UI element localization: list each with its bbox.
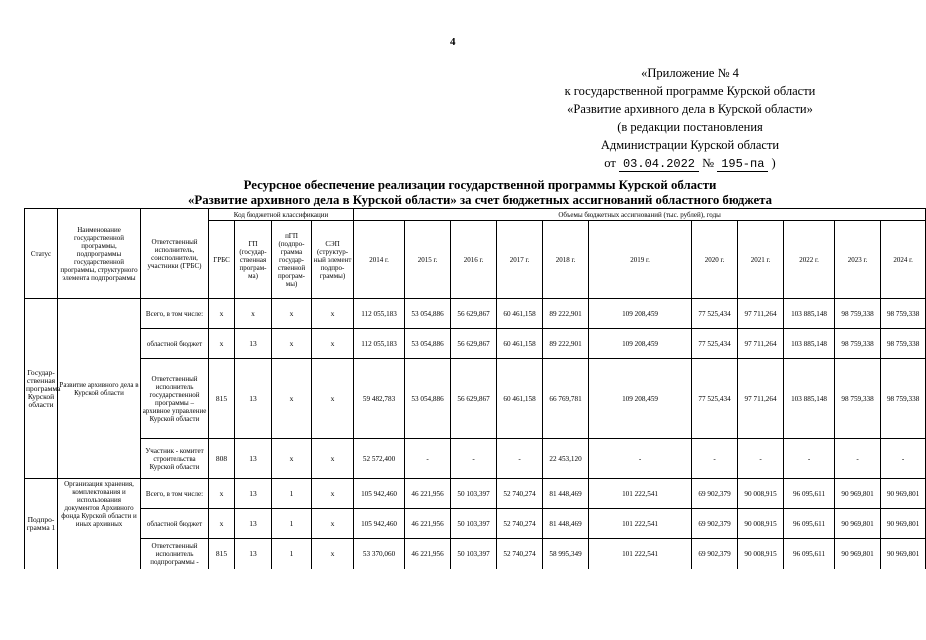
value-cell: 66 769,781 (543, 359, 589, 439)
pgp-cell: х (272, 329, 312, 359)
header-year: 2022 г. (784, 221, 835, 299)
header-grbs: ГРБС (209, 221, 235, 299)
value-cell: 101 222,541 (589, 509, 692, 539)
value-cell: 90 008,915 (738, 539, 784, 569)
value-cell: 90 969,801 (835, 479, 881, 509)
value-cell: - (405, 439, 451, 479)
value-cell: 60 461,158 (497, 299, 543, 329)
header-year: 2019 г. (589, 221, 692, 299)
value-cell: 96 095,611 (784, 479, 835, 509)
value-cell: 101 222,541 (589, 539, 692, 569)
name-cell: Организация хранения, комплектования и использования документов Архивного фонда Курской области и иных архивных (58, 479, 141, 569)
header-budget-code: Код бюджетной классификации (209, 209, 354, 221)
value-cell: 77 525,434 (692, 329, 738, 359)
header-year: 2023 г. (835, 221, 881, 299)
gp-cell: 13 (235, 359, 272, 439)
order-number: 195-па (717, 157, 768, 172)
sep-cell: х (312, 329, 354, 359)
value-cell: 109 208,459 (589, 359, 692, 439)
grbs-cell: х (209, 299, 235, 329)
value-cell: 90 969,801 (835, 509, 881, 539)
value-cell: 56 629,867 (451, 359, 497, 439)
value-cell: 89 222,901 (543, 299, 589, 329)
value-cell: 97 711,264 (738, 359, 784, 439)
header-executor: Ответственный исполнитель, соисполнители, участники (ГРБС) (141, 209, 209, 299)
header-year: 2017 г. (497, 221, 543, 299)
header-status: Статус (25, 209, 58, 299)
appendix-line-2: к государственной программе Курской области (564, 84, 816, 98)
table-row (25, 359, 926, 439)
header-year: 2020 г. (692, 221, 738, 299)
grbs-cell: х (209, 479, 235, 509)
grbs-cell: х (209, 509, 235, 539)
gp-cell: 13 (235, 439, 272, 479)
value-cell: - (881, 439, 926, 479)
header-year: 2018 г. (543, 221, 589, 299)
value-cell: 77 525,434 (692, 299, 738, 329)
appendix-line-4: (в редакции постановления (617, 120, 763, 134)
sep-cell: х (312, 359, 354, 439)
value-cell: 103 885,148 (784, 359, 835, 439)
pgp-cell: х (272, 439, 312, 479)
pgp-cell: 1 (272, 539, 312, 569)
value-cell: 98 759,338 (835, 329, 881, 359)
order-prefix: от (604, 156, 616, 170)
value-cell: 52 740,274 (497, 539, 543, 569)
value-cell: 90 969,801 (881, 479, 926, 509)
name-cell: Развитие архивного дела в Курской области (58, 299, 141, 479)
grbs-cell: 808 (209, 439, 235, 479)
value-cell: 53 054,886 (405, 359, 451, 439)
value-cell: 69 902,379 (692, 509, 738, 539)
header-pgp: пГП (подпро-грамма государ-ственной програм-мы) (272, 221, 312, 299)
value-cell: - (497, 439, 543, 479)
header-budget-volume: Объемы бюджетных ассигнований (тыс. рублей), годы (354, 209, 926, 221)
appendix-line-3: «Развитие архивного дела в Курской области» (567, 102, 813, 116)
value-cell: 90 008,915 (738, 479, 784, 509)
value-cell: 90 969,801 (835, 539, 881, 569)
value-cell: 46 221,956 (405, 479, 451, 509)
value-cell: 96 095,611 (784, 509, 835, 539)
value-cell: 52 740,274 (497, 509, 543, 539)
value-cell: - (835, 439, 881, 479)
resource-table (24, 208, 926, 569)
value-cell: 69 902,379 (692, 479, 738, 509)
header-year: 2024 г. (881, 221, 926, 299)
value-cell: 59 482,783 (354, 359, 405, 439)
value-cell: 103 885,148 (784, 299, 835, 329)
header-year: 2021 г. (738, 221, 784, 299)
table-row (25, 439, 926, 479)
value-cell: 50 103,397 (451, 479, 497, 509)
value-cell: 98 759,338 (881, 329, 926, 359)
value-cell: 98 759,338 (835, 299, 881, 329)
value-cell: 109 208,459 (589, 329, 692, 359)
pgp-cell: 1 (272, 509, 312, 539)
value-cell: 112 055,183 (354, 329, 405, 359)
value-cell: 58 995,349 (543, 539, 589, 569)
value-cell: - (784, 439, 835, 479)
document-title-line-2: «Развитие архивного дела в Курской области» за счет бюджетных ассигнований областного бюджета (188, 193, 772, 207)
value-cell: 56 629,867 (451, 299, 497, 329)
order-number-label: № (702, 156, 715, 170)
value-cell: 53 054,886 (405, 329, 451, 359)
header-sep: СЭП (структур-ный элемент подпро-граммы) (312, 221, 354, 299)
value-cell: 105 942,460 (354, 509, 405, 539)
order-suffix: ) (771, 156, 776, 170)
value-cell: 112 055,183 (354, 299, 405, 329)
value-cell: 90 969,801 (881, 509, 926, 539)
value-cell: 98 759,338 (835, 359, 881, 439)
value-cell: 97 711,264 (738, 329, 784, 359)
value-cell: 81 448,469 (543, 509, 589, 539)
executor-cell: областной бюджет (141, 509, 209, 539)
value-cell: 96 095,611 (784, 539, 835, 569)
value-cell: 56 629,867 (451, 329, 497, 359)
gp-cell: х (235, 299, 272, 329)
grbs-cell: 815 (209, 359, 235, 439)
order-line (520, 154, 860, 173)
value-cell: 97 711,264 (738, 299, 784, 329)
gp-cell: 13 (235, 539, 272, 569)
executor-cell: Всего, в том числе: (141, 299, 209, 329)
table-row (25, 329, 926, 359)
header-gp: ГП (государ-ственная програм-ма) (235, 221, 272, 299)
value-cell: 89 222,901 (543, 329, 589, 359)
value-cell: 50 103,397 (451, 509, 497, 539)
order-date: 03.04.2022 (619, 157, 699, 172)
table-row (25, 509, 926, 539)
value-cell: 53 054,886 (405, 299, 451, 329)
value-cell: - (589, 439, 692, 479)
appendix-line-5: Администрации Курской области (600, 138, 780, 152)
gp-cell: 13 (235, 479, 272, 509)
executor-cell: Ответственный исполнитель подпрограммы - (141, 539, 209, 569)
document-title-line-1: Ресурсное обеспечение реализации государственной программы Курской области (243, 178, 717, 192)
pgp-cell: х (272, 299, 312, 329)
value-cell: 53 370,060 (354, 539, 405, 569)
grbs-cell: 815 (209, 539, 235, 569)
value-cell: 90 008,915 (738, 509, 784, 539)
appendix-line-1: «Приложение № 4 (641, 66, 739, 80)
value-cell: 52 740,274 (497, 479, 543, 509)
value-cell: 103 885,148 (784, 329, 835, 359)
value-cell: 109 208,459 (589, 299, 692, 329)
executor-cell: областной бюджет (141, 329, 209, 359)
subprogram-rows (25, 479, 926, 569)
status-cell: Государ-ственная программа Курской области (25, 299, 58, 479)
sep-cell: х (312, 539, 354, 569)
value-cell: 60 461,158 (497, 329, 543, 359)
sep-cell: х (312, 299, 354, 329)
value-cell: 69 902,379 (692, 539, 738, 569)
gp-cell: 13 (235, 509, 272, 539)
header-name: Наименование государственной программы, подпрограммы государственной программы, структурного элемента подпрограммы (58, 209, 141, 299)
value-cell: - (692, 439, 738, 479)
executor-cell: Ответственный исполнитель государственной программы – архивное управление Курской области (141, 359, 209, 439)
table-row (25, 479, 926, 509)
value-cell: 77 525,434 (692, 359, 738, 439)
status-cell: Подпро-грамма 1 (25, 479, 58, 569)
executor-cell: Всего, в том числе: (141, 479, 209, 509)
value-cell: 50 103,397 (451, 539, 497, 569)
value-cell: - (451, 439, 497, 479)
value-cell: 46 221,956 (405, 539, 451, 569)
value-cell: - (738, 439, 784, 479)
sep-cell: х (312, 479, 354, 509)
grbs-cell: х (209, 329, 235, 359)
value-cell: 101 222,541 (589, 479, 692, 509)
executor-cell: Участник - комитет строительства Курской области (141, 439, 209, 479)
value-cell: 98 759,338 (881, 359, 926, 439)
value-cell: 81 448,469 (543, 479, 589, 509)
appendix-header (520, 64, 860, 173)
gp-cell: 13 (235, 329, 272, 359)
page-number: 4 (450, 36, 456, 48)
value-cell: 98 759,338 (881, 299, 926, 329)
value-cell: 105 942,460 (354, 479, 405, 509)
sep-cell: х (312, 439, 354, 479)
header-year: 2014 г. (354, 221, 405, 299)
value-cell: 22 453,120 (543, 439, 589, 479)
document-title (100, 178, 860, 208)
pgp-cell: х (272, 359, 312, 439)
pgp-cell: 1 (272, 479, 312, 509)
value-cell: 90 969,801 (881, 539, 926, 569)
header-year: 2016 г. (451, 221, 497, 299)
header-year: 2015 г. (405, 221, 451, 299)
table-row (25, 299, 926, 329)
value-cell: 60 461,158 (497, 359, 543, 439)
sep-cell: х (312, 509, 354, 539)
table-row (25, 539, 926, 569)
program-rows (25, 299, 926, 479)
value-cell: 52 572,400 (354, 439, 405, 479)
value-cell: 46 221,956 (405, 509, 451, 539)
